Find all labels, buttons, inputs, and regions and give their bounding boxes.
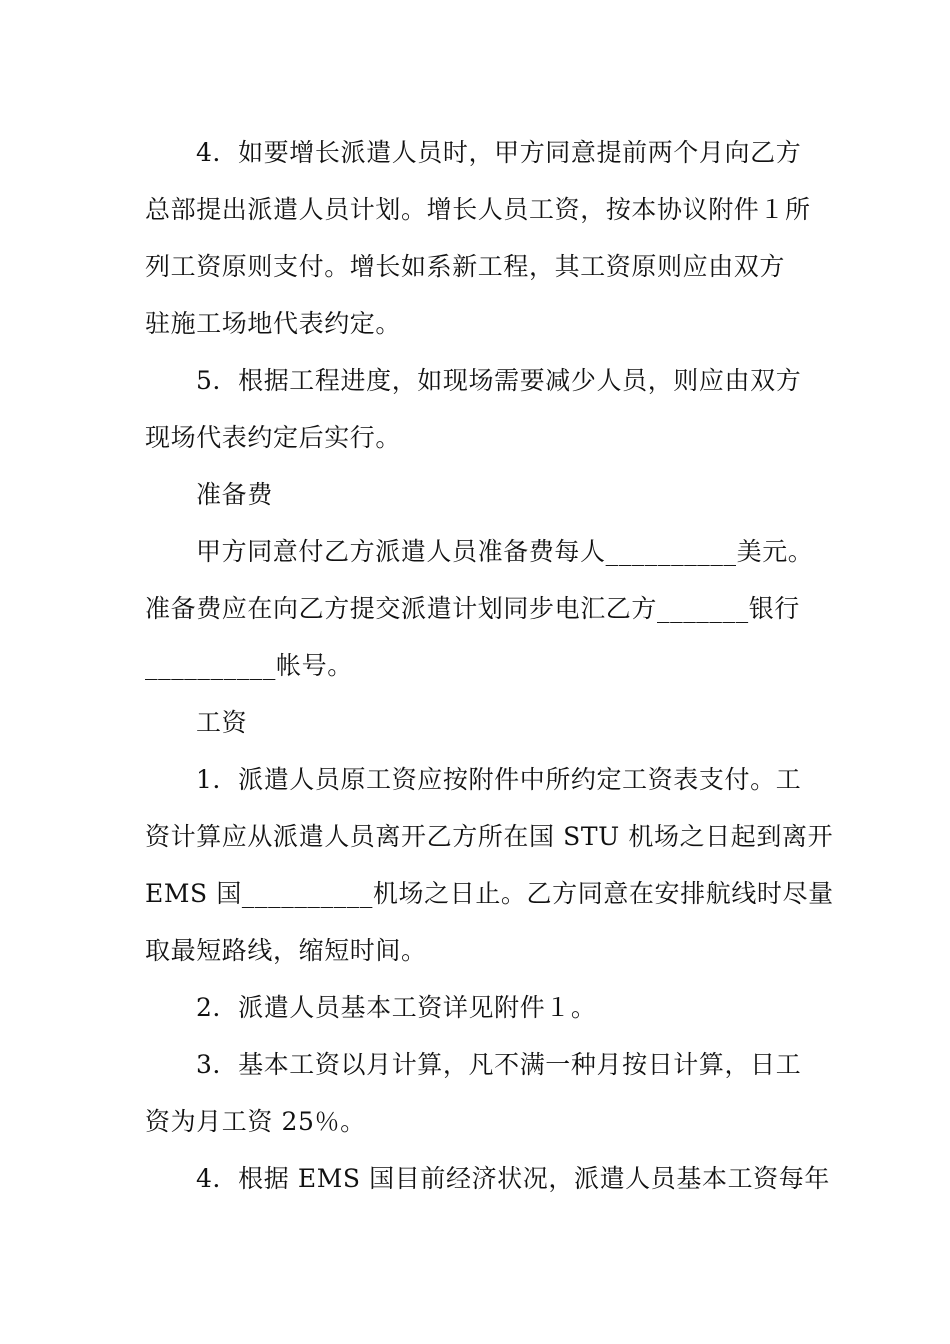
paragraph-line: 驻施工场地代表约定。	[145, 309, 402, 338]
paragraph-line: 取最短路线，缩短时间。	[145, 936, 427, 965]
paragraph-line: 资计算应从派遣人员离开乙方所在国 STU 机场之日起到离开	[145, 822, 834, 851]
paragraph-line: 准备费应在向乙方提交派遣计划同步电汇乙方_______银行	[145, 594, 800, 623]
paragraph-line: 1．派遣人员原工资应按附件中所约定工资表支付。工	[196, 765, 802, 794]
paragraph-line: 5．根据工程进度，如现场需要减少人员，则应由双方	[196, 366, 802, 395]
section-heading: 工资	[196, 708, 248, 737]
paragraph-line: 2．派遣人员基本工资详见附件１。	[196, 993, 597, 1022]
paragraph-line: EMS 国__________机场之日止。乙方同意在安排航线时尽量	[145, 879, 834, 908]
paragraph-line: 4．根据 EMS 国目前经济状况，派遣人员基本工资每年	[196, 1164, 830, 1193]
paragraph-line: 3．基本工资以月计算，凡不满一种月按日计算，日工	[196, 1050, 802, 1079]
section-heading: 准备费	[196, 480, 273, 509]
paragraph-line: __________帐号。	[145, 651, 353, 680]
paragraph-line: 列工资原则支付。增长如系新工程，其工资原则应由双方	[145, 252, 786, 281]
paragraph-line: 总部提出派遣人员计划。增长人员工资，按本协议附件１所	[145, 195, 811, 224]
paragraph-line: 4．如要增长派遣人员时，甲方同意提前两个月向乙方	[196, 138, 802, 167]
paragraph-line: 资为月工资 25％。	[145, 1107, 366, 1136]
paragraph-line: 甲方同意付乙方派遣人员准备费每人__________美元。	[196, 537, 814, 566]
paragraph-line: 现场代表约定后实行。	[145, 423, 402, 452]
